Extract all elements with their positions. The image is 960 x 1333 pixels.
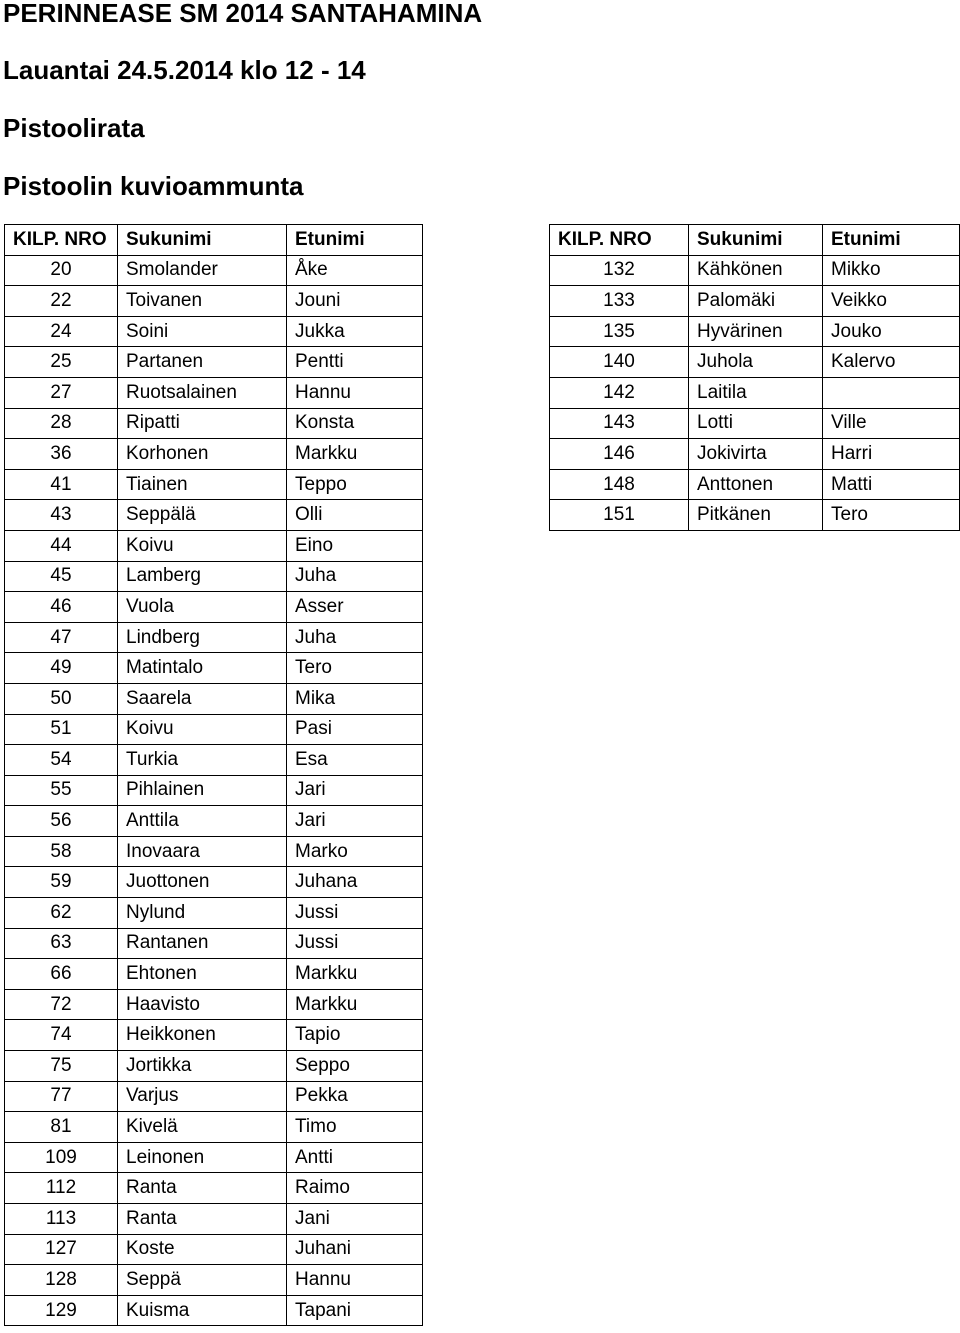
competitor-surname: Koivu [118,530,287,561]
table-row [5,898,423,929]
competitor-surname: Juhola [689,347,823,378]
competitor-number: 135 [550,316,689,347]
competitor-firstname: Antti [287,1142,423,1173]
competitor-number: 50 [5,683,118,714]
competitor-firstname: Mika [287,683,423,714]
table-body [550,255,960,530]
competitor-surname: Jortikka [118,1051,287,1082]
column-header-sukunimi: Sukunimi [118,225,287,256]
table-row [5,1142,423,1173]
competitor-firstname: Markku [287,989,423,1020]
table-row [550,439,960,470]
table-row [550,408,960,439]
competitor-firstname: Teppo [287,469,423,500]
competitor-surname: Partanen [118,347,287,378]
table-row [5,377,423,408]
table-row [5,316,423,347]
competitor-number: 43 [5,500,118,531]
competitor-firstname: Jari [287,775,423,806]
competitor-number: 54 [5,745,118,776]
competitor-firstname: Jouni [287,286,423,317]
competitor-surname: Juottonen [118,867,287,898]
competitor-number: 148 [550,469,689,500]
competitor-number: 72 [5,989,118,1020]
competitor-firstname: Harri [823,439,960,470]
competitor-firstname: Pentti [287,347,423,378]
competitor-surname: Ruotsalainen [118,377,287,408]
competitor-surname: Pitkänen [689,500,823,531]
competitor-number: 27 [5,377,118,408]
competitor-number: 75 [5,1051,118,1082]
competitor-surname: Heikkonen [118,1020,287,1051]
table-row [5,347,423,378]
competitor-number: 41 [5,469,118,500]
competitor-surname: Seppä [118,1265,287,1296]
column-header-nro: KILP. NRO [5,225,118,256]
table-row [5,989,423,1020]
column-header-etunimi: Etunimi [287,225,423,256]
competitor-table-right [549,224,960,531]
competitor-number: 127 [5,1234,118,1265]
competitor-surname: Lamberg [118,561,287,592]
competitor-number: 25 [5,347,118,378]
competitor-surname: Turkia [118,745,287,776]
competitor-firstname: Markku [287,439,423,470]
table-row [5,775,423,806]
competitor-number: 132 [550,255,689,286]
competitor-firstname: Timo [287,1112,423,1143]
competitor-firstname: Matti [823,469,960,500]
competitor-number: 20 [5,255,118,286]
table-row [550,469,960,500]
table-row [550,255,960,286]
competitor-firstname [823,377,960,408]
competitor-firstname: Jouko [823,316,960,347]
column-header-sukunimi: Sukunimi [689,225,823,256]
competitor-firstname: Seppo [287,1051,423,1082]
competitor-firstname: Tapani [287,1295,423,1326]
table-row [5,1020,423,1051]
competitor-firstname: Eino [287,530,423,561]
competitor-number: 129 [5,1295,118,1326]
competitor-firstname: Juha [287,561,423,592]
competitor-surname: Vuola [118,592,287,623]
table-row [5,530,423,561]
competitor-firstname: Raimo [287,1173,423,1204]
table-row [5,1081,423,1112]
column-header-etunimi: Etunimi [823,225,960,256]
table-header-row [550,225,960,256]
competitor-firstname: Esa [287,745,423,776]
competitor-number: 44 [5,530,118,561]
competitor-number: 128 [5,1265,118,1296]
competitor-surname: Saarela [118,683,287,714]
competitor-firstname: Juha [287,622,423,653]
competitor-number: 47 [5,622,118,653]
competitor-surname: Haavisto [118,989,287,1020]
competitor-number: 63 [5,928,118,959]
table-row [550,316,960,347]
competitor-number: 113 [5,1204,118,1235]
competitor-surname: Korhonen [118,439,287,470]
competitor-firstname: Kalervo [823,347,960,378]
competitor-surname: Koivu [118,714,287,745]
competitor-firstname: Ville [823,408,960,439]
table-row [5,1295,423,1326]
competitor-number: 74 [5,1020,118,1051]
table-row [5,1051,423,1082]
competitor-surname: Lindberg [118,622,287,653]
competitor-firstname: Jari [287,806,423,837]
competitor-firstname: Jussi [287,928,423,959]
table-row [5,806,423,837]
competitor-surname: Pihlainen [118,775,287,806]
competitor-firstname: Hannu [287,377,423,408]
table-row [5,469,423,500]
competitor-firstname: Jussi [287,898,423,929]
competitor-number: 143 [550,408,689,439]
competitor-number: 66 [5,959,118,990]
competitor-number: 109 [5,1142,118,1173]
competitor-surname: Ranta [118,1204,287,1235]
competitor-surname: Lotti [689,408,823,439]
competitor-number: 140 [550,347,689,378]
table-row [5,836,423,867]
competitor-number: 49 [5,653,118,684]
competitor-surname: Koste [118,1234,287,1265]
competitor-firstname: Olli [287,500,423,531]
competitor-surname: Smolander [118,255,287,286]
venue: Pistoolirata [3,113,145,143]
competitor-number: 77 [5,1081,118,1112]
competitor-number: 55 [5,775,118,806]
competitor-surname: Varjus [118,1081,287,1112]
competitor-surname: Rantanen [118,928,287,959]
table-row [550,377,960,408]
table-row [550,286,960,317]
table-row [5,1204,423,1235]
competitor-firstname: Hannu [287,1265,423,1296]
competitor-number: 22 [5,286,118,317]
competitor-number: 56 [5,806,118,837]
competitor-firstname: Pekka [287,1081,423,1112]
competitor-surname: Palomäki [689,286,823,317]
competitor-number: 112 [5,1173,118,1204]
competitor-firstname: Veikko [823,286,960,317]
competitor-number: 133 [550,286,689,317]
table-row [5,745,423,776]
competitor-surname: Anttonen [689,469,823,500]
table-row [5,928,423,959]
table-row [5,1265,423,1296]
competitor-surname: Nylund [118,898,287,929]
table-row [5,592,423,623]
table-row [5,1173,423,1204]
competitor-surname: Soini [118,316,287,347]
table-row [5,622,423,653]
competitor-firstname: Jukka [287,316,423,347]
competitor-surname: Tiainen [118,469,287,500]
table-row [5,439,423,470]
competitor-firstname: Asser [287,592,423,623]
competitor-surname: Laitila [689,377,823,408]
competitor-surname: Leinonen [118,1142,287,1173]
competitor-surname: Ranta [118,1173,287,1204]
event-date: Lauantai 24.5.2014 klo 12 - 14 [3,55,366,85]
table-row [5,1112,423,1143]
competitor-number: 62 [5,898,118,929]
competitor-surname: Kivelä [118,1112,287,1143]
table-row [5,867,423,898]
table-row [5,286,423,317]
table-row [5,408,423,439]
competitor-number: 151 [550,500,689,531]
competitor-firstname: Juhani [287,1234,423,1265]
competitor-firstname: Konsta [287,408,423,439]
competitor-number: 24 [5,316,118,347]
competitor-firstname: Marko [287,836,423,867]
table-row [5,714,423,745]
competitor-firstname: Tero [287,653,423,684]
competitor-firstname: Åke [287,255,423,286]
competitor-surname: Matintalo [118,653,287,684]
competitor-number: 36 [5,439,118,470]
competitor-surname: Hyvärinen [689,316,823,347]
competitor-surname: Ripatti [118,408,287,439]
competitor-surname: Kuisma [118,1295,287,1326]
competitor-surname: Jokivirta [689,439,823,470]
table-row [550,500,960,531]
competitor-firstname: Markku [287,959,423,990]
competitor-number: 46 [5,592,118,623]
table-row [550,347,960,378]
table-row [5,959,423,990]
table-row [5,500,423,531]
table-row [5,653,423,684]
discipline: Pistoolin kuvioammunta [3,171,304,201]
competitor-number: 142 [550,377,689,408]
table-header-row [5,225,423,256]
table-body [5,255,423,1326]
competitor-firstname: Tapio [287,1020,423,1051]
competitor-number: 59 [5,867,118,898]
competitor-firstname: Pasi [287,714,423,745]
competitor-table-left [4,224,423,1326]
competitor-number: 58 [5,836,118,867]
table-row [5,683,423,714]
competitor-surname: Inovaara [118,836,287,867]
competitor-firstname: Jani [287,1204,423,1235]
column-header-nro: KILP. NRO [550,225,689,256]
competitor-number: 146 [550,439,689,470]
document-title: PERINNEASE SM 2014 SANTAHAMINA [3,0,483,28]
competitor-number: 51 [5,714,118,745]
competitor-surname: Ehtonen [118,959,287,990]
competitor-surname: Toivanen [118,286,287,317]
competitor-firstname: Tero [823,500,960,531]
table-row [5,255,423,286]
competitor-number: 45 [5,561,118,592]
competitor-surname: Seppälä [118,500,287,531]
competitor-number: 81 [5,1112,118,1143]
competitor-surname: Kähkönen [689,255,823,286]
table-row [5,1234,423,1265]
competitor-number: 28 [5,408,118,439]
competitor-firstname: Mikko [823,255,960,286]
competitor-firstname: Juhana [287,867,423,898]
table-row [5,561,423,592]
competitor-surname: Anttila [118,806,287,837]
